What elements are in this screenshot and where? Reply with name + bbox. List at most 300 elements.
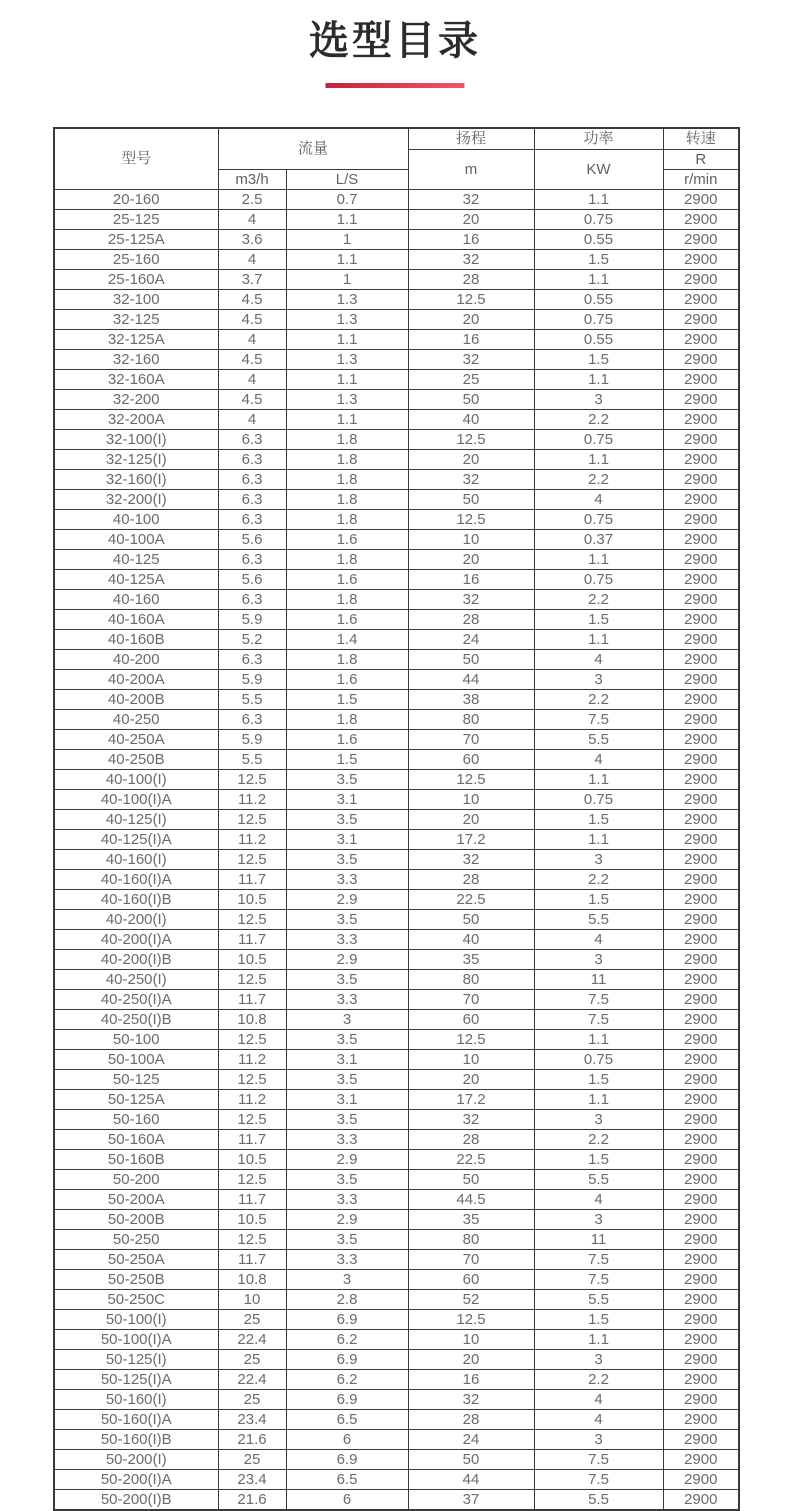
head-m-cell: 12.5 (408, 509, 534, 529)
model-cell: 50-160A (54, 1129, 218, 1149)
head-m-cell: 12.5 (408, 769, 534, 789)
table-row (54, 929, 739, 949)
table-row (54, 1489, 739, 1510)
flow-m3h-cell: 12.5 (218, 909, 286, 929)
speed-rpm-cell: 2900 (663, 1169, 739, 1189)
model-cell: 40-100 (54, 509, 218, 529)
flow-ls-cell: 1.8 (286, 509, 408, 529)
head-m-cell: 38 (408, 689, 534, 709)
table-row (54, 1149, 739, 1169)
flow-m3h-cell: 21.6 (218, 1489, 286, 1510)
speed-rpm-cell: 2900 (663, 609, 739, 629)
head-m-cell: 12.5 (408, 429, 534, 449)
speed-rpm-cell: 2900 (663, 1389, 739, 1409)
table-row (54, 189, 739, 209)
flow-ls-cell: 2.9 (286, 949, 408, 969)
flow-m3h-cell: 10.5 (218, 1149, 286, 1169)
table-body (54, 189, 739, 1510)
power-kw-cell: 1.5 (534, 1309, 663, 1329)
table-row (54, 1249, 739, 1269)
flow-m3h-cell: 4 (218, 329, 286, 349)
speed-rpm-cell: 2900 (663, 1029, 739, 1049)
table-row (54, 569, 739, 589)
speed-rpm-cell: 2900 (663, 309, 739, 329)
speed-rpm-cell: 2900 (663, 1369, 739, 1389)
flow-ls-cell: 1.4 (286, 629, 408, 649)
model-cell: 32-125A (54, 329, 218, 349)
head-m-cell: 17.2 (408, 829, 534, 849)
flow-m3h-cell: 11.7 (218, 989, 286, 1009)
header-power: 功率 (534, 128, 663, 149)
head-m-cell: 40 (408, 409, 534, 429)
flow-m3h-cell: 23.4 (218, 1469, 286, 1489)
power-kw-cell: 7.5 (534, 989, 663, 1009)
model-cell: 32-100 (54, 289, 218, 309)
head-m-cell: 40 (408, 929, 534, 949)
table-row (54, 1189, 739, 1209)
power-kw-cell: 4 (534, 489, 663, 509)
model-cell: 32-125(I) (54, 449, 218, 469)
table-header (54, 128, 739, 189)
model-cell: 50-125(I)A (54, 1369, 218, 1389)
power-kw-cell: 1.5 (534, 1149, 663, 1169)
flow-ls-cell: 3 (286, 1009, 408, 1029)
power-kw-cell: 1.1 (534, 449, 663, 469)
speed-rpm-cell: 2900 (663, 489, 739, 509)
head-m-cell: 50 (408, 389, 534, 409)
flow-m3h-cell: 4 (218, 369, 286, 389)
flow-ls-cell: 6.2 (286, 1329, 408, 1349)
flow-m3h-cell: 22.4 (218, 1369, 286, 1389)
power-kw-cell: 1.5 (534, 889, 663, 909)
table-row (54, 889, 739, 909)
speed-rpm-cell: 2900 (663, 1069, 739, 1089)
model-cell: 32-100(I) (54, 429, 218, 449)
speed-rpm-cell: 2900 (663, 949, 739, 969)
flow-m3h-cell: 5.2 (218, 629, 286, 649)
flow-ls-cell: 3.5 (286, 909, 408, 929)
table-row (54, 549, 739, 569)
flow-m3h-cell: 12.5 (218, 849, 286, 869)
table-row (54, 249, 739, 269)
speed-rpm-cell: 2900 (663, 1289, 739, 1309)
flow-ls-cell: 1.1 (286, 369, 408, 389)
power-kw-cell: 0.75 (534, 789, 663, 809)
table-row (54, 1409, 739, 1429)
flow-m3h-cell: 23.4 (218, 1409, 286, 1429)
flow-ls-cell: 3.1 (286, 789, 408, 809)
power-kw-cell: 2.2 (534, 1129, 663, 1149)
flow-ls-cell: 1.1 (286, 249, 408, 269)
table-row (54, 789, 739, 809)
speed-rpm-cell: 2900 (663, 649, 739, 669)
flow-ls-cell: 3.5 (286, 1069, 408, 1089)
table-row (54, 489, 739, 509)
head-m-cell: 28 (408, 1409, 534, 1429)
model-cell: 50-160B (54, 1149, 218, 1169)
head-m-cell: 37 (408, 1489, 534, 1510)
flow-m3h-cell: 6.3 (218, 509, 286, 529)
table-row (54, 709, 739, 729)
power-kw-cell: 1.5 (534, 809, 663, 829)
flow-ls-cell: 0.7 (286, 189, 408, 209)
head-m-cell: 16 (408, 1369, 534, 1389)
power-kw-cell: 5.5 (534, 1289, 663, 1309)
power-kw-cell: 5.5 (534, 909, 663, 929)
speed-rpm-cell: 2900 (663, 769, 739, 789)
speed-rpm-cell: 2900 (663, 189, 739, 209)
model-cell: 40-160 (54, 589, 218, 609)
flow-m3h-cell: 5.9 (218, 609, 286, 629)
table-row (54, 1129, 739, 1149)
speed-rpm-cell: 2900 (663, 1109, 739, 1129)
head-m-cell: 24 (408, 629, 534, 649)
flow-ls-cell: 2.9 (286, 1149, 408, 1169)
table-row (54, 1269, 739, 1289)
model-cell: 40-200(I) (54, 909, 218, 929)
flow-m3h-cell: 25 (218, 1449, 286, 1469)
flow-m3h-cell: 10.5 (218, 949, 286, 969)
speed-rpm-cell: 2900 (663, 589, 739, 609)
flow-ls-cell: 6.9 (286, 1389, 408, 1409)
table-row (54, 1089, 739, 1109)
model-cell: 50-200(I)A (54, 1469, 218, 1489)
flow-ls-cell: 6.5 (286, 1469, 408, 1489)
flow-ls-cell: 3.5 (286, 849, 408, 869)
speed-rpm-cell: 2900 (663, 849, 739, 869)
flow-ls-cell: 1.8 (286, 709, 408, 729)
model-cell: 40-160(I)B (54, 889, 218, 909)
power-kw-cell: 4 (534, 749, 663, 769)
header-flow-unit-m3h: m3/h (218, 169, 286, 189)
speed-rpm-cell: 2900 (663, 1149, 739, 1169)
table-row (54, 1009, 739, 1029)
flow-ls-cell: 1.3 (286, 309, 408, 329)
head-m-cell: 44 (408, 1469, 534, 1489)
flow-ls-cell: 3.1 (286, 829, 408, 849)
speed-rpm-cell: 2900 (663, 729, 739, 749)
head-m-cell: 44.5 (408, 1189, 534, 1209)
head-m-cell: 20 (408, 809, 534, 829)
speed-rpm-cell: 2900 (663, 1089, 739, 1109)
head-m-cell: 25 (408, 369, 534, 389)
model-cell: 50-200B (54, 1209, 218, 1229)
head-m-cell: 32 (408, 849, 534, 869)
table-row (54, 689, 739, 709)
flow-m3h-cell: 4 (218, 209, 286, 229)
table-row (54, 769, 739, 789)
table-row (54, 809, 739, 829)
power-kw-cell: 1.5 (534, 349, 663, 369)
flow-ls-cell: 3.3 (286, 869, 408, 889)
table-row (54, 649, 739, 669)
table-row (54, 1229, 739, 1249)
power-kw-cell: 0.55 (534, 329, 663, 349)
flow-m3h-cell: 11.7 (218, 1129, 286, 1149)
table-row (54, 1469, 739, 1489)
head-m-cell: 80 (408, 1229, 534, 1249)
speed-rpm-cell: 2900 (663, 429, 739, 449)
power-kw-cell: 1.1 (534, 189, 663, 209)
head-m-cell: 28 (408, 1129, 534, 1149)
flow-ls-cell: 3.5 (286, 1169, 408, 1189)
table-row (54, 329, 739, 349)
header-row-1 (54, 128, 739, 149)
head-m-cell: 16 (408, 329, 534, 349)
speed-rpm-cell: 2900 (663, 1049, 739, 1069)
head-m-cell: 28 (408, 869, 534, 889)
power-kw-cell: 0.55 (534, 229, 663, 249)
power-kw-cell: 7.5 (534, 1009, 663, 1029)
model-cell: 40-250(I)A (54, 989, 218, 1009)
table-row (54, 909, 739, 929)
power-kw-cell: 1.1 (534, 1329, 663, 1349)
flow-ls-cell: 3.5 (286, 969, 408, 989)
speed-rpm-cell: 2900 (663, 549, 739, 569)
model-cell: 50-160(I)B (54, 1429, 218, 1449)
flow-m3h-cell: 12.5 (218, 1169, 286, 1189)
flow-ls-cell: 3.3 (286, 1249, 408, 1269)
flow-m3h-cell: 10.5 (218, 889, 286, 909)
power-kw-cell: 3 (534, 1429, 663, 1449)
head-m-cell: 60 (408, 749, 534, 769)
header-model: 型号 (54, 128, 218, 189)
table-row (54, 1169, 739, 1189)
flow-m3h-cell: 11.2 (218, 1049, 286, 1069)
flow-ls-cell: 1.3 (286, 349, 408, 369)
power-kw-cell: 1.1 (534, 829, 663, 849)
power-kw-cell: 7.5 (534, 1469, 663, 1489)
head-m-cell: 32 (408, 1109, 534, 1129)
model-cell: 40-200B (54, 689, 218, 709)
flow-ls-cell: 1.3 (286, 389, 408, 409)
flow-ls-cell: 3.5 (286, 1229, 408, 1249)
flow-m3h-cell: 12.5 (218, 1229, 286, 1249)
model-cell: 50-160(I) (54, 1389, 218, 1409)
flow-m3h-cell: 4 (218, 249, 286, 269)
flow-m3h-cell: 3.7 (218, 269, 286, 289)
flow-m3h-cell: 10.8 (218, 1269, 286, 1289)
head-m-cell: 60 (408, 1009, 534, 1029)
power-kw-cell: 0.37 (534, 529, 663, 549)
speed-rpm-cell: 2900 (663, 1309, 739, 1329)
head-m-cell: 50 (408, 1449, 534, 1469)
flow-m3h-cell: 6.3 (218, 469, 286, 489)
flow-m3h-cell: 25 (218, 1309, 286, 1329)
power-kw-cell: 7.5 (534, 1249, 663, 1269)
power-kw-cell: 7.5 (534, 709, 663, 729)
power-kw-cell: 2.2 (534, 589, 663, 609)
head-m-cell: 50 (408, 489, 534, 509)
table-row (54, 869, 739, 889)
flow-m3h-cell: 12.5 (218, 969, 286, 989)
flow-ls-cell: 3.3 (286, 1189, 408, 1209)
flow-m3h-cell: 5.6 (218, 529, 286, 549)
power-kw-cell: 1.1 (534, 629, 663, 649)
model-cell: 50-100 (54, 1029, 218, 1049)
flow-m3h-cell: 6.3 (218, 649, 286, 669)
head-m-cell: 10 (408, 1049, 534, 1069)
head-m-cell: 24 (408, 1429, 534, 1449)
model-cell: 40-100(I) (54, 769, 218, 789)
head-m-cell: 32 (408, 349, 534, 369)
table-row (54, 369, 739, 389)
speed-rpm-cell: 2900 (663, 869, 739, 889)
model-cell: 25-125 (54, 209, 218, 229)
table-row (54, 749, 739, 769)
head-m-cell: 50 (408, 909, 534, 929)
flow-ls-cell: 1.6 (286, 669, 408, 689)
table-row (54, 509, 739, 529)
speed-rpm-cell: 2900 (663, 669, 739, 689)
head-m-cell: 35 (408, 949, 534, 969)
speed-rpm-cell: 2900 (663, 389, 739, 409)
table-row (54, 1309, 739, 1329)
flow-m3h-cell: 4.5 (218, 389, 286, 409)
flow-m3h-cell: 12.5 (218, 1109, 286, 1129)
speed-rpm-cell: 2900 (663, 629, 739, 649)
head-m-cell: 60 (408, 1269, 534, 1289)
head-m-cell: 32 (408, 189, 534, 209)
speed-rpm-cell: 2900 (663, 1449, 739, 1469)
model-cell: 50-100(I)A (54, 1329, 218, 1349)
flow-ls-cell: 6.9 (286, 1309, 408, 1329)
flow-m3h-cell: 6.3 (218, 489, 286, 509)
flow-m3h-cell: 2.5 (218, 189, 286, 209)
table-row (54, 209, 739, 229)
power-kw-cell: 4 (534, 1189, 663, 1209)
selection-table (53, 127, 740, 1511)
head-m-cell: 12.5 (408, 289, 534, 309)
flow-ls-cell: 1.5 (286, 749, 408, 769)
flow-ls-cell: 3.5 (286, 1109, 408, 1129)
head-m-cell: 10 (408, 529, 534, 549)
flow-ls-cell: 6.9 (286, 1349, 408, 1369)
power-kw-cell: 1.1 (534, 269, 663, 289)
power-kw-cell: 2.2 (534, 409, 663, 429)
head-m-cell: 70 (408, 1249, 534, 1269)
flow-ls-cell: 3.3 (286, 1129, 408, 1149)
flow-ls-cell: 1.6 (286, 729, 408, 749)
speed-rpm-cell: 2900 (663, 1469, 739, 1489)
speed-rpm-cell: 2900 (663, 209, 739, 229)
power-kw-cell: 0.75 (534, 569, 663, 589)
flow-m3h-cell: 6.3 (218, 549, 286, 569)
model-cell: 50-100(I) (54, 1309, 218, 1329)
table-row (54, 529, 739, 549)
model-cell: 40-100A (54, 529, 218, 549)
model-cell: 50-125 (54, 1069, 218, 1089)
table-row (54, 829, 739, 849)
power-kw-cell: 11 (534, 969, 663, 989)
model-cell: 40-200 (54, 649, 218, 669)
flow-m3h-cell: 10.5 (218, 1209, 286, 1229)
speed-rpm-cell: 2900 (663, 1329, 739, 1349)
model-cell: 50-250 (54, 1229, 218, 1249)
speed-rpm-cell: 2900 (663, 909, 739, 929)
page-title: 选型目录 (309, 19, 481, 63)
head-m-cell: 22.5 (408, 1149, 534, 1169)
flow-ls-cell: 1.1 (286, 209, 408, 229)
table-row (54, 1349, 739, 1369)
flow-m3h-cell: 10 (218, 1289, 286, 1309)
flow-m3h-cell: 6.3 (218, 449, 286, 469)
flow-ls-cell: 1.8 (286, 589, 408, 609)
flow-m3h-cell: 25 (218, 1389, 286, 1409)
table-row (54, 289, 739, 309)
flow-m3h-cell: 4.5 (218, 289, 286, 309)
speed-rpm-cell: 2900 (663, 809, 739, 829)
speed-rpm-cell: 2900 (663, 1409, 739, 1429)
flow-m3h-cell: 6.3 (218, 709, 286, 729)
model-cell: 40-200(I)A (54, 929, 218, 949)
speed-rpm-cell: 2900 (663, 989, 739, 1009)
flow-ls-cell: 1 (286, 269, 408, 289)
head-m-cell: 35 (408, 1209, 534, 1229)
flow-m3h-cell: 25 (218, 1349, 286, 1369)
flow-m3h-cell: 11.7 (218, 1189, 286, 1209)
power-kw-cell: 3 (534, 669, 663, 689)
header-flow-unit-ls: L/S (286, 169, 408, 189)
title-underline (326, 83, 465, 88)
model-cell: 50-125A (54, 1089, 218, 1109)
model-cell: 32-160A (54, 369, 218, 389)
model-cell: 50-200 (54, 1169, 218, 1189)
flow-m3h-cell: 22.4 (218, 1329, 286, 1349)
speed-rpm-cell: 2900 (663, 509, 739, 529)
speed-rpm-cell: 2900 (663, 1249, 739, 1269)
table-row (54, 269, 739, 289)
table-row (54, 1329, 739, 1349)
flow-ls-cell: 6.2 (286, 1369, 408, 1389)
flow-m3h-cell: 12.5 (218, 1029, 286, 1049)
model-cell: 40-250B (54, 749, 218, 769)
flow-m3h-cell: 21.6 (218, 1429, 286, 1449)
flow-m3h-cell: 12.5 (218, 769, 286, 789)
flow-m3h-cell: 11.7 (218, 869, 286, 889)
flow-ls-cell: 1.8 (286, 549, 408, 569)
flow-m3h-cell: 5.6 (218, 569, 286, 589)
flow-ls-cell: 6.5 (286, 1409, 408, 1429)
head-m-cell: 20 (408, 449, 534, 469)
head-m-cell: 17.2 (408, 1089, 534, 1109)
table-row (54, 949, 739, 969)
flow-ls-cell: 6.9 (286, 1449, 408, 1469)
flow-ls-cell: 3.5 (286, 1029, 408, 1049)
speed-rpm-cell: 2900 (663, 269, 739, 289)
flow-m3h-cell: 4.5 (218, 309, 286, 329)
speed-rpm-cell: 2900 (663, 449, 739, 469)
table-row (54, 669, 739, 689)
power-kw-cell: 2.2 (534, 469, 663, 489)
model-cell: 25-160A (54, 269, 218, 289)
speed-rpm-cell: 2900 (663, 349, 739, 369)
power-kw-cell: 1.1 (534, 1029, 663, 1049)
flow-m3h-cell: 11.7 (218, 929, 286, 949)
flow-ls-cell: 3.3 (286, 989, 408, 1009)
model-cell: 40-125 (54, 549, 218, 569)
model-cell: 50-250B (54, 1269, 218, 1289)
flow-ls-cell: 1.6 (286, 569, 408, 589)
model-cell: 32-200A (54, 409, 218, 429)
flow-ls-cell: 1.6 (286, 609, 408, 629)
header-flow: 流量 (218, 128, 408, 169)
table-row (54, 1069, 739, 1089)
header-speed-unit-rmin: r/min (663, 169, 739, 189)
power-kw-cell: 1.5 (534, 609, 663, 629)
table-row (54, 1369, 739, 1389)
power-kw-cell: 2.2 (534, 689, 663, 709)
